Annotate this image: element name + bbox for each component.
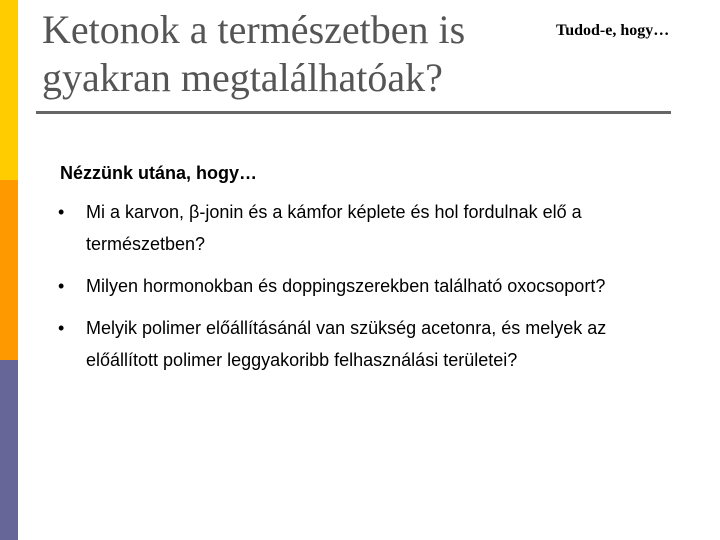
bullet-item [58, 196, 678, 260]
bullet-list [58, 196, 678, 386]
accent-bar-yellow [0, 0, 18, 180]
lead-text: Nézzünk utána, hogy… [60, 163, 258, 183]
bullet-dot-icon: • [58, 202, 65, 222]
bullet-text: Milyen hormonokban és doppingszerekben található oxocsoport? [86, 276, 606, 296]
bullet-item [58, 270, 678, 302]
accent-bar-orange [0, 180, 18, 360]
bullet-dot-icon: • [58, 318, 65, 338]
corner-note: Tudod-e, hogy… [556, 22, 670, 39]
title-divider [36, 111, 671, 114]
bullet-text: Mi a karvon, β-jonin és a kámfor képlete és hol fordulnak elő a természetben? [86, 202, 582, 254]
bullet-text: Melyik polimer előállításánál van szükség acetonra, és melyek az előállított polimer leggyakoribb felhasználási területei? [86, 318, 607, 370]
slide-title: Ketonok a természetben is gyakran megtalálhatóak? [42, 7, 466, 100]
bullet-item [58, 312, 678, 376]
accent-bar-purple [0, 360, 18, 540]
bullet-dot-icon: • [58, 276, 65, 296]
